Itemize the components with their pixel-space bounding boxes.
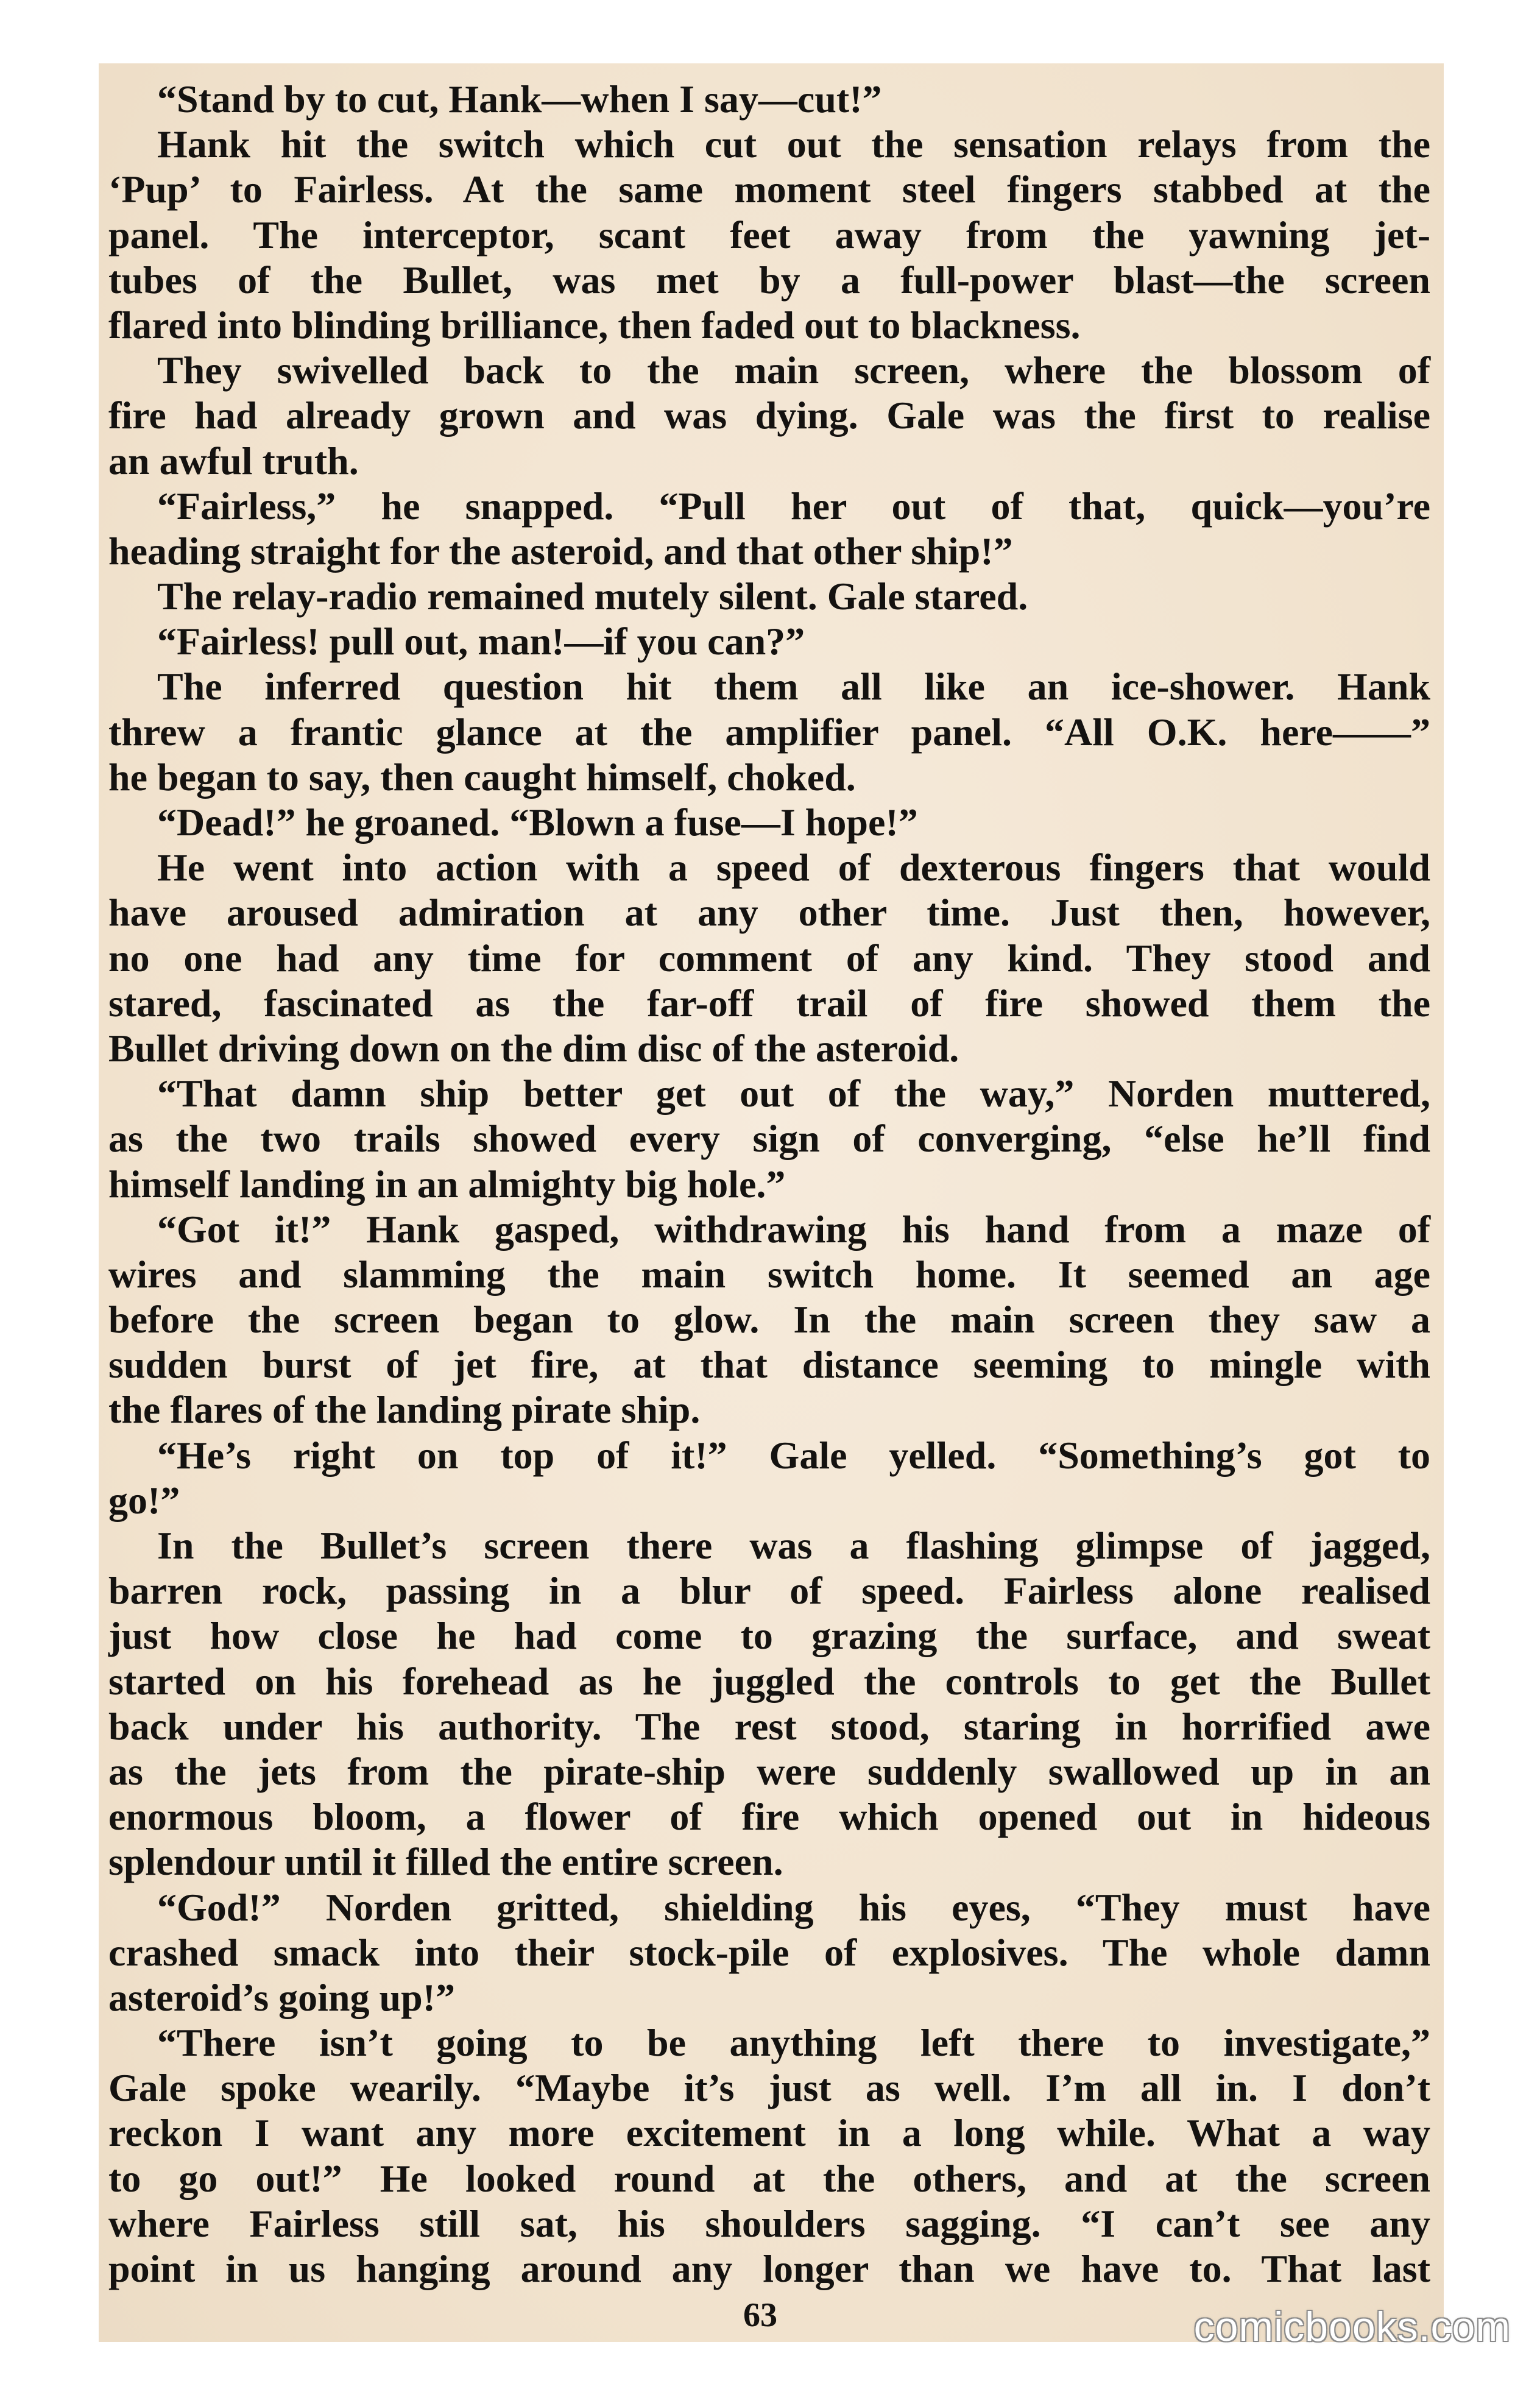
- text-line: crashed smack into their stock-pile of explosives. The whole damn: [108, 1930, 1430, 1974]
- text-line: Hank hit the switch which cut out the sensation relays from the: [157, 122, 1430, 166]
- text-line: “God!” Norden gritted, shielding his eyes, “They must have: [157, 1885, 1430, 1929]
- text-line: just how close he had come to grazing the surface, and sweat: [108, 1614, 1430, 1658]
- paragraph: [108, 122, 1430, 348]
- page-number: 63: [743, 2296, 777, 2334]
- text-line: fire had already grown and was dying. Gale was the first to realise: [108, 394, 1430, 437]
- paragraph: [108, 348, 1430, 484]
- paragraph: [108, 619, 1430, 664]
- text-line: “That damn ship better get out of the way,” Norden muttered,: [157, 1072, 1430, 1116]
- text-line: He went into action with a speed of dexterous fingers that would: [157, 846, 1430, 890]
- paragraph: [108, 1071, 1430, 1207]
- paragraph: [108, 845, 1430, 1071]
- text-line: Gale spoke wearily. “Maybe it’s just as well. I’m all in. I don’t: [108, 2066, 1430, 2110]
- text-line: threw a frantic glance at the amplifier panel. “All O.K. here——”: [108, 710, 1430, 754]
- text-line: back under his authority. The rest stood, staring in horrified awe: [108, 1704, 1430, 1748]
- text-line: “He’s right on top of it!” Gale yelled. “Something’s got to: [157, 1433, 1430, 1477]
- text-line: as the jets from the pirate-ship were suddenly swallowed up in an: [108, 1749, 1430, 1793]
- text-line: The inferred question hit them all like an ice-shower. Hank: [157, 665, 1430, 709]
- text-line: tubes of the Bullet, was met by a full-power blast—the screen: [108, 258, 1430, 302]
- body-text: [108, 77, 1430, 2291]
- text-line: The relay-radio remained mutely silent. Gale stared.: [157, 575, 1028, 618]
- text-line: heading straight for the asteroid, and that other ship!”: [108, 529, 1013, 573]
- paragraph: [108, 574, 1430, 619]
- text-line: Bullet driving down on the dim disc of the asteroid.: [108, 1026, 959, 1070]
- text-line: to go out!” He looked round at the others, and at the screen: [108, 2156, 1430, 2200]
- text-line: an awful truth.: [108, 439, 359, 483]
- paragraph: [108, 1433, 1430, 1523]
- paragraph: [108, 484, 1430, 574]
- text-line: “Stand by to cut, Hank—when I say—cut!”: [157, 77, 882, 121]
- text-line: In the Bullet’s screen there was a flashing glimpse of jagged,: [157, 1524, 1430, 1567]
- paragraph: [108, 664, 1430, 800]
- text-line: They swivelled back to the main screen, where the blossom of: [157, 349, 1430, 392]
- text-line: go!”: [108, 1478, 180, 1522]
- text-line: “Fairless! pull out, man!—if you can?”: [157, 620, 805, 663]
- text-line: flared into blinding brilliance, then faded out to blackness.: [108, 303, 1081, 347]
- paragraph: [108, 77, 1430, 122]
- text-line: wires and slamming the main switch home. It seemed an age: [108, 1252, 1430, 1296]
- text-line: where Fairless still sat, his shoulders sagging. “I can’t see any: [108, 2201, 1430, 2245]
- paragraph: [108, 2020, 1430, 2291]
- text-line: he began to say, then caught himself, choked.: [108, 755, 856, 799]
- text-line: as the two trails showed every sign of converging, “else he’ll find: [108, 1117, 1430, 1161]
- text-line: no one had any time for comment of any kind. They stood and: [108, 936, 1430, 980]
- text-line: have aroused admiration at any other time. Just then, however,: [108, 891, 1430, 935]
- watermark-logo: comicbooks.com: [1193, 2304, 1511, 2350]
- text-line: before the screen began to glow. In the main screen they saw a: [108, 1298, 1430, 1342]
- text-line: reckon I want any more excitement in a long while. What a way: [108, 2111, 1430, 2155]
- text-line: himself landing in an almighty big hole.”: [108, 1162, 786, 1206]
- paragraph: [108, 1885, 1430, 2021]
- paragraph: [108, 1207, 1430, 1433]
- text-line: enormous bloom, a flower of fire which opened out in hideous: [108, 1795, 1430, 1839]
- text-line: panel. The interceptor, scant feet away from the yawning jet-: [108, 213, 1430, 257]
- text-line: asteroid’s going up!”: [108, 1975, 455, 2019]
- text-line: ‘Pup’ to Fairless. At the same moment steel fingers stabbed at the: [108, 168, 1430, 211]
- text-line: “Fairless,” he snapped. “Pull her out of that, quick—you’re: [157, 484, 1430, 528]
- text-line: started on his forehead as he juggled the controls to get the Bullet: [108, 1659, 1430, 1703]
- text-line: the flares of the landing pirate ship.: [108, 1388, 701, 1432]
- paragraph: [108, 1523, 1430, 1885]
- text-line: stared, fascinated as the far-off trail of fire showed them the: [108, 981, 1430, 1025]
- text-line: “Got it!” Hank gasped, withdrawing his hand from a maze of: [157, 1207, 1430, 1251]
- paragraph: [108, 800, 1430, 845]
- text-line: splendour until it filled the entire screen.: [108, 1840, 783, 1884]
- text-line: “There isn’t going to be anything left there to investigate,”: [157, 2021, 1430, 2065]
- text-line: point in us hanging around any longer than we have to. That last: [108, 2247, 1430, 2290]
- text-line: barren rock, passing in a blur of speed. Fairless alone realised: [108, 1569, 1430, 1613]
- text-line: sudden burst of jet fire, at that distance seeming to mingle with: [108, 1343, 1430, 1387]
- text-line: “Dead!” he groaned. “Blown a fuse—I hope!”: [157, 801, 918, 844]
